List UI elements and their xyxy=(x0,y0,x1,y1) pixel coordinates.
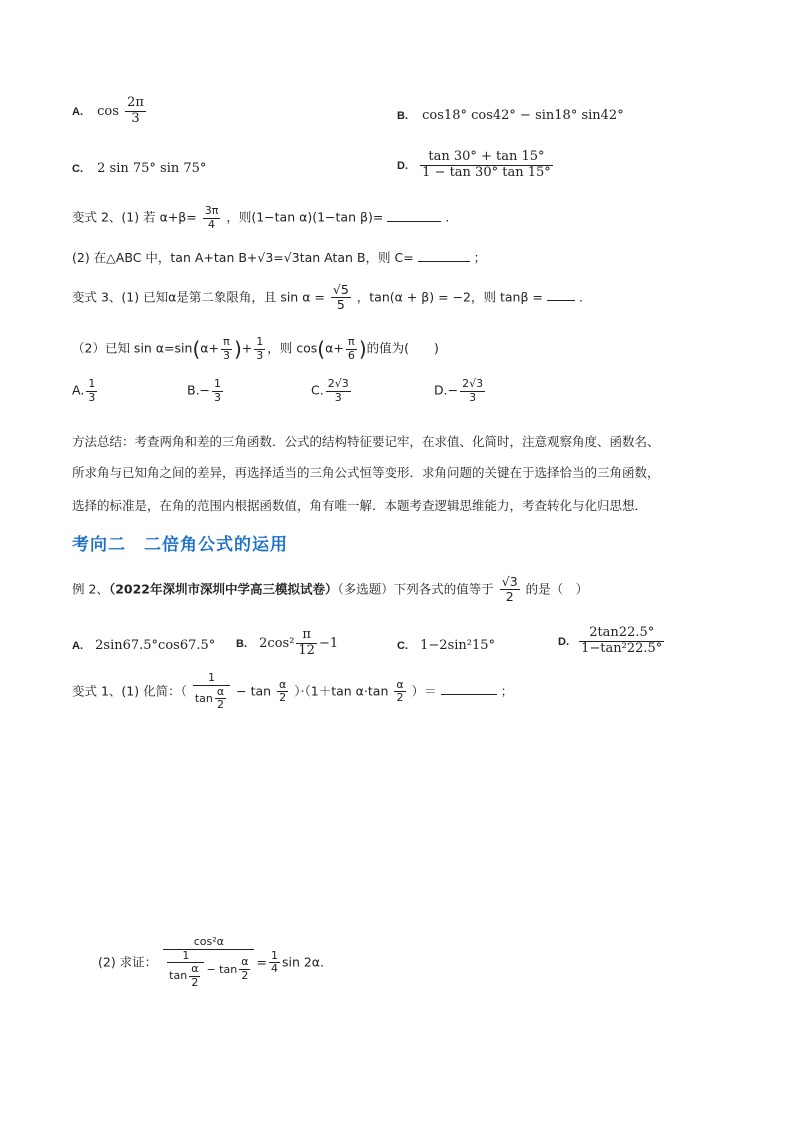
denominator: 3 xyxy=(469,390,477,404)
variant-2-part-2 xyxy=(72,248,486,266)
numerator: √5 xyxy=(332,282,349,297)
text: ，tan(α + β) = −2，则 tanβ = xyxy=(356,289,543,305)
ex2-option-b xyxy=(236,628,338,659)
fraction xyxy=(254,336,265,362)
variant-1-part-2 xyxy=(98,936,324,990)
text: 下列各式的值等于 xyxy=(393,581,494,597)
ex2-option-c xyxy=(397,638,495,653)
denominator: 3 xyxy=(131,110,140,126)
option-b xyxy=(397,108,624,123)
denominator: 2 xyxy=(191,975,199,989)
option-text: cos18° cos42° − sin18° sin42° xyxy=(422,108,624,123)
text: − tan xyxy=(236,683,272,699)
denominator: 5 xyxy=(336,297,345,313)
numerator: α xyxy=(241,955,249,969)
text: （多选题） xyxy=(337,581,394,597)
variant-3-part-2: （2）已知 sin α=sin(α+ $\frac{\pi}{3}$ )+ $\frac{1}{3}$ ，则 cos(α+ $\frac{\pi}{6}$ )的值为( ) xyxy=(72,335,439,362)
fraction xyxy=(221,336,232,362)
v3-option-b xyxy=(187,378,225,404)
fraction xyxy=(346,336,357,362)
variant-3-part-1 xyxy=(72,283,583,313)
numerator: 3π xyxy=(204,204,219,217)
v3-option-c xyxy=(311,378,353,404)
numerator: tan 30° + tan 15° xyxy=(420,150,553,166)
denominator xyxy=(193,686,230,712)
text: − tan xyxy=(206,962,238,976)
fraction xyxy=(193,672,230,712)
option-label: D. xyxy=(558,635,569,648)
numerator: 2√3 xyxy=(462,377,484,390)
option-label: A. xyxy=(72,105,83,118)
text: (2) 在△ABC 中，tan A+tan B+√3=√3tan Atan B，则 C= xyxy=(72,250,414,265)
numerator: π xyxy=(221,336,232,350)
variant-1-part-1 xyxy=(72,672,513,712)
fraction xyxy=(125,96,146,127)
option-label: C. xyxy=(72,163,83,175)
numerator: 2π xyxy=(127,95,144,110)
denominator: 4 xyxy=(270,962,278,976)
text: . xyxy=(578,289,583,305)
denominator: 2 xyxy=(279,691,287,705)
text: sin 2α. xyxy=(281,954,325,970)
v3-option-a xyxy=(72,378,99,404)
numerator: 1 xyxy=(193,672,230,686)
numerator: α xyxy=(396,677,404,691)
text: 例 2、 xyxy=(72,581,109,597)
text: 的值为( ) xyxy=(366,340,439,356)
numerator: α xyxy=(279,677,287,691)
ex2-option-a xyxy=(72,638,215,653)
fraction xyxy=(277,679,288,705)
fraction xyxy=(500,575,520,605)
summary-line-1: 方法总结：考查两角和差的三角函数．公式的结构特征要记牢，在求值、化简时，注意观察角度、函数名、 xyxy=(72,434,660,449)
variant-2-part-1 xyxy=(72,205,449,231)
summary-line-3: 选择的标准是，在角的范围内根据函数值，角有唯一解．本题考查逻辑思维能力，考查转化与化归思想． xyxy=(72,498,648,513)
text: ，则 cos xyxy=(267,340,318,356)
text: 变式 3、(1) 已知α是第二象限角，且 sin α = xyxy=(72,289,325,305)
text: + xyxy=(241,340,253,356)
text: ，则(1−tan α)(1−tan β)= xyxy=(226,209,384,225)
option-text: 2cos² xyxy=(259,635,295,651)
fraction xyxy=(394,679,405,705)
text: （2）已知 sin α=sin xyxy=(72,340,193,356)
numerator: 2√3 xyxy=(327,377,349,390)
text: 变式 2、(1) 若 α+β= xyxy=(72,209,197,225)
text: . xyxy=(445,209,450,225)
option-text: 2 sin 75° sin 75° xyxy=(97,161,207,176)
answer-blank[interactable] xyxy=(418,260,470,262)
denominator: 2 xyxy=(241,969,249,983)
summary-line-2: 所求角与已知角之间的差异，再选择适当的三角公式恒等变形．求角问题的关键在于选择恰当的三角函数， xyxy=(72,465,660,480)
numerator: 1 xyxy=(270,948,278,962)
numerator: α xyxy=(191,962,199,976)
fraction xyxy=(189,963,200,989)
denominator: 3 xyxy=(214,390,222,404)
numerator: π xyxy=(346,336,357,350)
denominator: 2 xyxy=(396,691,404,705)
text: tan xyxy=(194,691,213,705)
denominator: 4 xyxy=(208,217,216,231)
option-d xyxy=(397,150,555,181)
example-2 xyxy=(72,575,588,605)
denominator: 1 − tan 30° tan 15° xyxy=(422,164,551,180)
option-label: B. xyxy=(397,110,408,122)
denominator xyxy=(163,950,254,990)
denominator: 2 xyxy=(505,589,514,605)
answer-blank[interactable] xyxy=(547,299,575,301)
text: ）＝ xyxy=(411,683,437,699)
fraction xyxy=(212,378,223,404)
option-text: 1−2sin²15° xyxy=(420,638,496,653)
fraction xyxy=(269,950,280,976)
numerator: 2tan22.5° xyxy=(579,626,664,642)
denominator: 3 xyxy=(334,390,342,404)
denominator: 2 xyxy=(217,698,224,712)
denominator: 3 xyxy=(222,348,230,362)
numerator: 1 xyxy=(256,335,264,348)
option-text: cos xyxy=(97,103,119,119)
fraction xyxy=(215,686,226,712)
section-heading: 考向二 二倍角公式的运用 xyxy=(72,535,288,555)
option-text: −1 xyxy=(318,635,339,651)
text: (2) 求证： xyxy=(98,954,158,970)
numerator: 1 xyxy=(167,950,204,964)
fraction xyxy=(296,628,317,659)
source: （2022年深圳市深圳中学高三模拟试卷） xyxy=(108,581,338,597)
v3-option-d xyxy=(434,378,487,404)
text: tan xyxy=(169,969,188,983)
text: ）·（1＋tan α·tan xyxy=(294,683,389,699)
denominator: 3 xyxy=(256,348,264,362)
option-label: A. xyxy=(72,640,83,652)
fraction xyxy=(331,283,351,313)
ex2-option-d xyxy=(558,626,666,657)
denominator xyxy=(167,963,204,989)
text: α+ xyxy=(325,340,344,356)
fraction xyxy=(420,150,553,181)
denominator: 3 xyxy=(88,390,96,404)
fraction xyxy=(579,626,664,657)
denominator: 1−tan²22.5° xyxy=(581,640,663,656)
text: 的是（ ） xyxy=(525,581,589,597)
text: ； xyxy=(500,683,514,699)
answer-blank[interactable] xyxy=(387,220,441,222)
numerator: 1 xyxy=(88,377,96,390)
fraction xyxy=(86,378,97,404)
option-label: C. xyxy=(397,640,408,652)
text: 变式 1、(1) 化简：（ xyxy=(72,683,187,699)
numerator: √3 xyxy=(501,574,518,589)
option-label: B.− xyxy=(187,382,211,398)
answer-blank[interactable] xyxy=(441,693,497,695)
numerator: cos²α xyxy=(163,936,254,950)
option-label: D. xyxy=(397,159,408,172)
denominator: 6 xyxy=(347,348,355,362)
option-label: D.− xyxy=(434,382,459,398)
option-a xyxy=(72,96,148,127)
fraction xyxy=(460,378,485,404)
text: = xyxy=(256,954,267,970)
numerator: π xyxy=(296,628,317,644)
option-text: 2sin67.5°cos67.5° xyxy=(95,638,216,653)
fraction xyxy=(203,205,221,231)
numerator: 1 xyxy=(214,377,222,390)
text: ； xyxy=(473,250,487,265)
numerator: α xyxy=(216,684,225,698)
text: α+ xyxy=(200,340,219,356)
denominator: 12 xyxy=(298,642,315,658)
fraction xyxy=(326,378,351,404)
fraction xyxy=(167,950,204,990)
fraction xyxy=(239,956,250,982)
option-label: C. xyxy=(311,382,324,398)
fraction xyxy=(163,936,254,990)
option-c xyxy=(72,161,206,176)
option-label: B. xyxy=(236,637,247,650)
option-label: A. xyxy=(72,382,85,398)
